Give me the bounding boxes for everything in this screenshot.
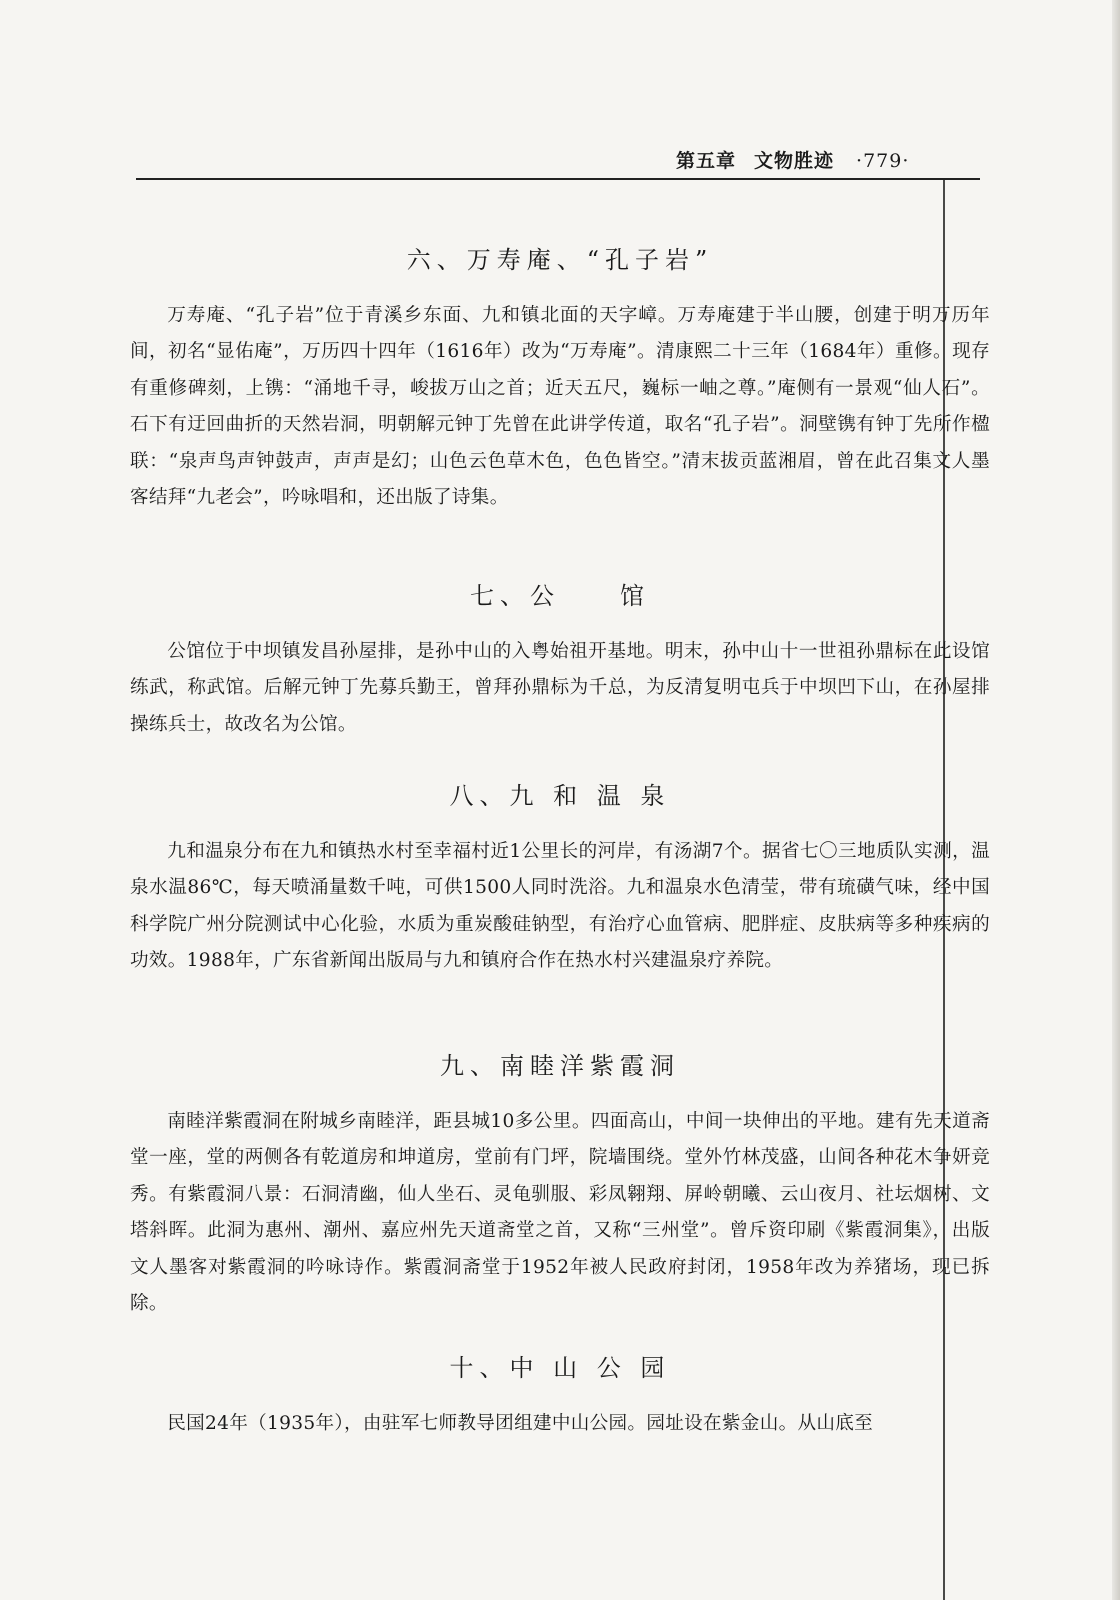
section-body-6: 万寿庵、“孔子岩”位于青溪乡东面、九和镇北面的天字嶂。万寿庵建于半山腰，创建于明万历年间，初名“显佑庵”，万历四十四年（1616年）改为“万寿庵”。清康熙二十三年（1684年）重修。现存有重修碑刻，上镌：“涌地千寻，峻拔万山之首；近天五尺，巍标一岫之尊。”庵侧有一景观“仙人石”。石下有迂回曲折的天然岩洞，明朝解元钟丁先曾在此讲学传道，取名“孔子岩”。洞壁镌有钟丁先所作楹联：“泉声鸟声钟鼓声，声声是幻；山色云色草木色，色色皆空。”清末拔贡蓝湘眉，曾在此召集文人墨客结拜“九老会”，吟咏唱和，还出版了诗集。 [130,305,990,509]
section-title-7: 七、公 馆 [470,582,650,610]
section-body-9: 南睦洋紫霞洞在附城乡南睦洋，距县城10多公里。四面高山，中间一块伸出的平地。建有先天道斋堂一座，堂的两侧各有乾道房和坤道房，堂前有门坪，院墙围绕。堂外竹林茂盛，山间各种花木争妍竞秀。有紫霞洞八景：石洞清幽，仙人坐石、灵龟驯服、彩凤翱翔、屏岭朝曦、云山夜月、社坛烟树、文塔斜晖。此洞为惠州、潮州、嘉应州先天道斋堂之首，又称“三州堂”。曾斥资印刷《紫霞洞集》，出版文人墨客对紫霞洞的吟咏诗作。紫霞洞斋堂于1952年被人民政府封闭，1958年改为养猪场，现已拆除。 [130,1111,990,1315]
section-title-10: 十、中 山 公 园 [449,1354,671,1382]
running-header [676,146,909,173]
section-title-8: 八、九 和 温 泉 [449,782,671,810]
section-body-8: 九和温泉分布在九和镇热水村至幸福村近1公里长的河岸，有汤湖7个。据省七〇三地质队实测，温泉水温86℃，每天喷涌量数千吨，可供1500人同时洗浴。九和温泉水色清莹，带有琉磺气味，经中国科学院广州分院测试中心化验，水质为重炭酸硅钠型，有治疗心血管病、肥胖症、皮肤病等多种疾病的功效。1988年，广东省新闻出版局与九和镇府合作在热水村兴建温泉疗养院。 [130,841,990,972]
chapter-title: 文物胜迹 [754,150,835,172]
section-title-6: 六、万寿庵、“孔子岩” [406,246,714,274]
header-rule [136,178,980,180]
chapter-label: 第五章 [676,150,737,172]
section-body-7: 公馆位于中坝镇发昌孙屋排，是孙中山的入粤始祖开基地。明末，孙中山十一世祖孙鼎标在此设馆练武，称武馆。后解元钟丁先募兵勤王，曾拜孙鼎标为千总，为反清复明屯兵于中坝凹下山，在孙屋排操练兵士，故改名为公馆。 [130,641,990,735]
section-body-10: 民国24年（1935年），由驻军七师教导团组建中山公园。园址设在紫金山。从山底至 [167,1413,874,1434]
page-number: ·779· [856,150,910,172]
section-title-9: 九、南睦洋紫霞洞 [440,1052,680,1080]
